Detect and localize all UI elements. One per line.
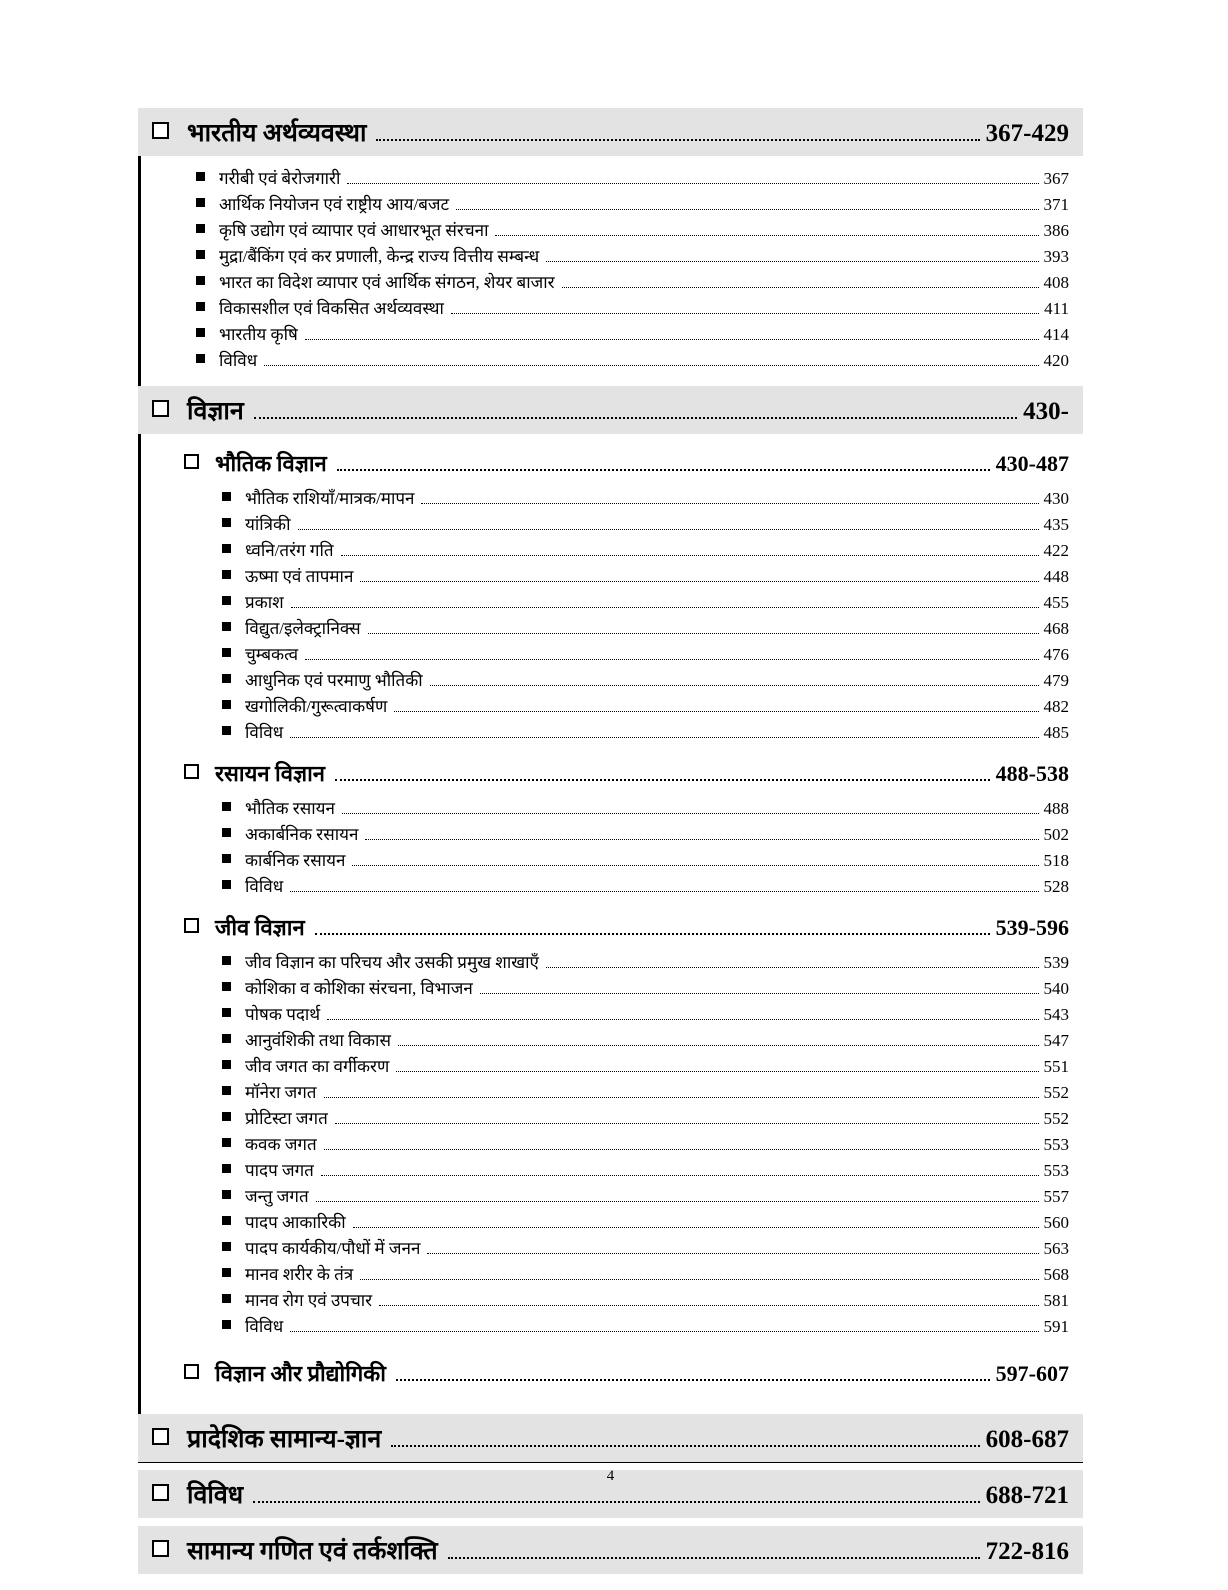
toc-chapter-regional-gk[interactable] [138, 1414, 1083, 1462]
leader-dots [315, 932, 990, 935]
bullet-square-icon [222, 1216, 231, 1225]
toc-topic[interactable] [222, 1260, 1083, 1286]
bullet-square-icon [222, 1086, 231, 1095]
topic-page: 414 [1043, 324, 1069, 344]
bullet-square-icon [196, 198, 205, 207]
toc-topic[interactable] [222, 1000, 1083, 1026]
topic-page: 430 [1043, 488, 1069, 508]
toc-chapter-indian-economy[interactable] [138, 108, 1083, 156]
topic-label: अकार्बनिक रसायन [245, 824, 359, 844]
leader-dots [430, 684, 1039, 686]
chapter-title: विविध [187, 1482, 244, 1509]
topic-page: 422 [1043, 540, 1069, 560]
leader-dots [341, 554, 1039, 556]
leader-dots [451, 312, 1039, 314]
leader-dots [398, 1044, 1039, 1046]
topic-page: 528 [1043, 876, 1069, 896]
topic-page: 540 [1043, 978, 1069, 998]
bullet-square-icon [222, 1320, 231, 1329]
subchapter-title: जीव विज्ञान [215, 915, 305, 940]
topic-page: 479 [1043, 670, 1069, 690]
bullet-square-icon [222, 1190, 231, 1199]
topic-label: मॉनेरा जगत [245, 1082, 317, 1102]
leader-dots [254, 416, 1017, 419]
leader-dots [480, 992, 1039, 994]
leader-dots [264, 364, 1038, 366]
bullet-square-icon [222, 1294, 231, 1303]
table-of-contents [138, 108, 1083, 1574]
toc-topic[interactable] [222, 614, 1083, 640]
bullet-square-icon [222, 1138, 231, 1147]
topic-label: प्रोटिस्टा जगत [245, 1108, 328, 1128]
topic-label: पोषक पदार्थ [245, 1004, 321, 1024]
leader-dots [396, 1070, 1038, 1072]
toc-topic[interactable] [222, 1078, 1083, 1104]
bullet-square-icon [222, 982, 231, 991]
leader-dots [495, 234, 1038, 236]
toc-topic[interactable] [222, 948, 1083, 974]
leader-dots [546, 966, 1039, 968]
bullet-square-icon [222, 544, 231, 553]
bullet-square-icon [222, 802, 231, 811]
topic-page: 485 [1043, 722, 1069, 742]
topic-label: आधुनिक एवं परमाणु भौतिकी [245, 670, 423, 690]
topic-page: 476 [1043, 644, 1069, 664]
chapter-square-icon [152, 1484, 169, 1501]
leader-dots [335, 1122, 1039, 1124]
topic-page: 553 [1043, 1134, 1069, 1154]
leader-dots [327, 1018, 1038, 1020]
topic-page: 551 [1043, 1056, 1069, 1076]
topic-page: 563 [1043, 1238, 1069, 1258]
topic-label: मुद्रा/बैंकिंग एवं कर प्रणाली, केन्द्र राज्य वित्तीय सम्बन्ध [219, 246, 540, 266]
topic-label: ऊष्मा एवं तापमान [245, 566, 354, 586]
leader-dots [335, 778, 990, 781]
bullet-square-icon [196, 250, 205, 259]
topic-label: कार्बनिक रसायन [245, 850, 346, 870]
leader-dots [421, 502, 1038, 504]
leader-dots [379, 1304, 1038, 1306]
leader-dots [448, 1556, 980, 1559]
leader-dots [290, 736, 1038, 738]
leader-dots [360, 580, 1038, 582]
topic-page: 581 [1043, 1290, 1069, 1310]
topic-page: 553 [1043, 1160, 1069, 1180]
topic-label: भारतीय कृषि [219, 324, 298, 344]
bullet-square-icon [222, 1008, 231, 1017]
toc-chapter-maths-reasoning[interactable] [138, 1526, 1083, 1574]
topic-page: 393 [1043, 246, 1069, 266]
subchapter-title: रसायन विज्ञान [215, 761, 325, 786]
topic-page: 468 [1043, 618, 1069, 638]
topic-page: 560 [1043, 1212, 1069, 1232]
bullet-square-icon [196, 302, 205, 311]
subchapter-page-range: 430-487 [995, 451, 1069, 476]
toc-topic[interactable] [222, 588, 1083, 614]
leader-dots [305, 658, 1038, 660]
bullet-square-icon [196, 354, 205, 363]
bullet-square-icon [222, 1060, 231, 1069]
toc-topic[interactable] [196, 164, 1083, 190]
toc-subchapter-biology[interactable] [184, 906, 1083, 948]
topic-page: 543 [1043, 1004, 1069, 1024]
topic-page: 488 [1043, 798, 1069, 818]
toc-topic[interactable] [196, 346, 1083, 372]
toc-topic[interactable] [222, 1130, 1083, 1156]
chapter-page-range: 608-687 [985, 1426, 1069, 1453]
topic-label: पादप कार्यकीय/पौधों में जनन [245, 1238, 421, 1258]
bullet-square-icon [222, 700, 231, 709]
toc-topic[interactable] [196, 190, 1083, 216]
bullet-square-icon [222, 596, 231, 605]
topic-page: 539 [1043, 952, 1069, 972]
leader-dots [352, 864, 1038, 866]
toc-topic[interactable] [222, 1234, 1083, 1260]
leader-dots [347, 182, 1038, 184]
toc-topic[interactable] [222, 1026, 1083, 1052]
topic-label: ध्वनि/तरंग गति [245, 540, 334, 560]
topic-label: मानव शरीर के तंत्र [245, 1264, 354, 1284]
chapter-title: विज्ञान [187, 398, 244, 425]
leader-dots [396, 1378, 990, 1381]
toc-topic[interactable] [222, 718, 1083, 744]
leader-dots [316, 1200, 1039, 1202]
topic-page: 502 [1043, 824, 1069, 844]
topic-label: जन्तु जगत [245, 1186, 309, 1206]
topic-label: जीव जगत का वर्गीकरण [245, 1056, 390, 1076]
topic-label: विविध [245, 1316, 284, 1336]
toc-topic[interactable] [222, 562, 1083, 588]
subchapter-square-icon [184, 918, 199, 933]
toc-topic[interactable] [196, 242, 1083, 268]
bullet-square-icon [222, 828, 231, 837]
topic-page: 420 [1043, 350, 1069, 370]
chapter-page-range: 367-429 [985, 120, 1069, 147]
toc-chapter-science[interactable] [138, 386, 1083, 434]
topic-label: आनुवंशिकी तथा विकास [245, 1030, 391, 1050]
toc-topic[interactable] [222, 536, 1083, 562]
chapter-title: प्रादेशिक सामान्य-ज्ञान [187, 1426, 382, 1453]
leader-dots [456, 208, 1038, 210]
topic-page: 552 [1043, 1108, 1069, 1128]
topic-page: 408 [1043, 272, 1069, 292]
toc-topic[interactable] [196, 216, 1083, 242]
chapter-page-range: 722-816 [985, 1538, 1069, 1565]
topic-page: 455 [1043, 592, 1069, 612]
topic-label: पादप जगत [245, 1160, 314, 1180]
leader-dots [321, 1174, 1039, 1176]
toc-topic[interactable] [222, 510, 1083, 536]
bullet-square-icon [196, 328, 205, 337]
topic-label: गरीबी एवं बेरोजगारी [219, 168, 341, 188]
topic-page: 552 [1043, 1082, 1069, 1102]
leader-dots [342, 812, 1039, 814]
toc-topic[interactable] [222, 1312, 1083, 1338]
leader-dots [562, 286, 1039, 288]
toc-topic[interactable] [222, 640, 1083, 666]
topic-label: भारत का विदेश व्यापार एवं आर्थिक संगठन, शेयर बाजार [219, 272, 555, 292]
leader-dots [360, 1278, 1038, 1280]
bullet-square-icon [222, 854, 231, 863]
topic-label: कवक जगत [245, 1134, 317, 1154]
subchapter-square-icon [184, 764, 199, 779]
chapter-square-icon [152, 400, 169, 417]
bullet-square-icon [222, 1112, 231, 1121]
leader-dots [298, 528, 1039, 530]
toc-topic[interactable] [222, 1208, 1083, 1234]
leader-dots [305, 338, 1039, 340]
topic-page: 386 [1043, 220, 1069, 240]
page-number: 4 [606, 1468, 615, 1484]
toc-subchapter-science-technology[interactable] [184, 1352, 1083, 1394]
topic-page: 371 [1043, 194, 1069, 214]
topic-page: 568 [1043, 1264, 1069, 1284]
chapter-title: भारतीय अर्थव्यवस्था [187, 120, 367, 147]
leader-dots [368, 632, 1039, 634]
subchapter-square-icon [184, 454, 199, 469]
leader-dots [290, 890, 1038, 892]
toc-topic[interactable] [222, 794, 1083, 820]
bullet-square-icon [222, 1268, 231, 1277]
topic-label: भौतिक रसायन [245, 798, 335, 818]
chapter-square-icon [152, 1428, 169, 1445]
toc-topic[interactable] [222, 846, 1083, 872]
bullet-square-icon [222, 622, 231, 631]
topic-page: 411 [1044, 298, 1069, 318]
topic-page: 448 [1043, 566, 1069, 586]
bullet-square-icon [222, 648, 231, 657]
topic-label: विद्युत/इलेक्ट्रानिक्स [245, 618, 361, 638]
topic-label: मानव रोग एवं उपचार [245, 1290, 373, 1310]
toc-topic[interactable] [222, 666, 1083, 692]
subchapter-page-range: 597-607 [995, 1361, 1069, 1386]
bullet-square-icon [196, 172, 205, 181]
chapter-page-range: 430- [1023, 398, 1069, 425]
bullet-square-icon [196, 276, 205, 285]
toc-subchapter-physics[interactable] [184, 442, 1083, 484]
chapter-page-range: 688-721 [985, 1482, 1069, 1509]
topic-label: चुम्बकत्व [245, 644, 299, 664]
toc-topic[interactable] [222, 872, 1083, 898]
topic-page: 591 [1043, 1316, 1069, 1336]
topic-label: जीव विज्ञान का परिचय और उसकी प्रमुख शाखाएँ [245, 952, 539, 972]
bullet-square-icon [222, 880, 231, 889]
toc-topic[interactable] [196, 294, 1083, 320]
subchapter-title: भौतिक विज्ञान [215, 451, 327, 476]
leader-dots [353, 1226, 1039, 1228]
toc-topic[interactable] [222, 1104, 1083, 1130]
topic-label: यांत्रिकी [245, 514, 291, 534]
topic-page: 367 [1043, 168, 1069, 188]
topic-page: 557 [1043, 1186, 1069, 1206]
leader-dots [376, 138, 979, 141]
leader-dots [427, 1252, 1038, 1254]
leader-dots [394, 710, 1038, 712]
topic-label: कृषि उद्योग एवं व्यापार एवं आधारभूत संरचना [219, 220, 489, 240]
leader-dots [365, 838, 1038, 840]
subchapter-page-range: 539-596 [995, 915, 1069, 940]
toc-topic[interactable] [196, 320, 1083, 346]
topic-label: आर्थिक नियोजन एवं राष्ट्रीय आय/बजट [219, 194, 450, 214]
leader-dots [291, 606, 1039, 608]
topic-page: 435 [1043, 514, 1069, 534]
leader-dots [337, 468, 990, 471]
chapter-title: सामान्य गणित एवं तर्कशक्ति [187, 1538, 438, 1565]
leader-dots [290, 1330, 1038, 1332]
subchapter-page-range: 488-538 [995, 761, 1069, 786]
toc-topic[interactable] [222, 820, 1083, 846]
topic-label: भौतिक राशियाँ/मात्रक/मापन [245, 488, 415, 508]
topic-label: पादप आकारिकी [245, 1212, 346, 1232]
subchapter-title: विज्ञान और प्रौद्योगिकी [215, 1361, 386, 1386]
topic-label: विकासशील एवं विकसित अर्थव्यवस्था [219, 298, 444, 318]
toc-topic[interactable] [222, 1156, 1083, 1182]
toc-topic[interactable] [196, 268, 1083, 294]
bullet-square-icon [222, 1164, 231, 1173]
bullet-square-icon [222, 570, 231, 579]
toc-topic[interactable] [222, 484, 1083, 510]
leader-dots [253, 1500, 980, 1503]
topic-label: प्रकाश [245, 592, 284, 612]
topic-label: खगोलिकी/गुरूत्वाकर्षण [245, 696, 388, 716]
leader-dots [324, 1148, 1039, 1150]
subchapter-square-icon [184, 1364, 199, 1379]
bullet-square-icon [196, 224, 205, 233]
leader-dots [324, 1096, 1039, 1098]
topic-label: विविध [245, 876, 284, 896]
bullet-square-icon [222, 726, 231, 735]
bullet-square-icon [222, 1034, 231, 1043]
topic-page: 547 [1043, 1030, 1069, 1050]
topic-label: विविध [245, 722, 284, 742]
bullet-square-icon [222, 492, 231, 501]
bullet-square-icon [222, 956, 231, 965]
topic-label: कोशिका व कोशिका संरचना, विभाजन [245, 978, 473, 998]
bullet-square-icon [222, 674, 231, 683]
bullet-square-icon [222, 518, 231, 527]
toc-topic[interactable] [222, 692, 1083, 718]
toc-subchapter-chemistry[interactable] [184, 752, 1083, 794]
topic-page: 482 [1043, 696, 1069, 716]
leader-dots [391, 1444, 979, 1447]
topic-label: विविध [219, 350, 258, 370]
toc-topic[interactable] [222, 974, 1083, 1000]
chapter-square-icon [152, 122, 169, 139]
toc-topic[interactable] [222, 1286, 1083, 1312]
chapter-square-icon [152, 1540, 169, 1557]
leader-dots [546, 260, 1038, 262]
toc-topic[interactable] [222, 1052, 1083, 1078]
topic-page: 518 [1043, 850, 1069, 870]
toc-topic[interactable] [222, 1182, 1083, 1208]
bullet-square-icon [222, 1242, 231, 1251]
